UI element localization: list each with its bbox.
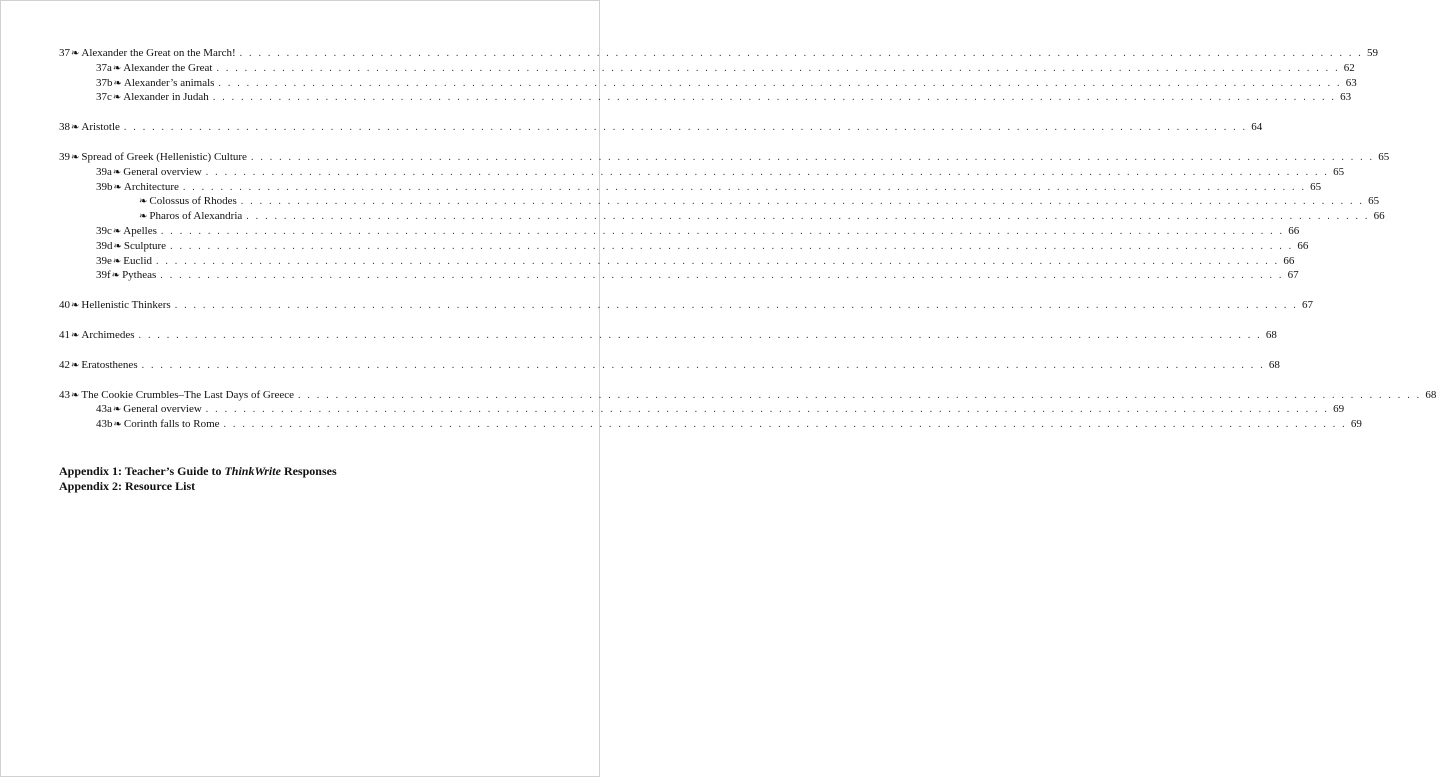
dot-leader: . . . . . . . . . . . . . . . . . . . . . . . . . . . . . . . . . . . . . . . . . . . . . . . . . . . . . . . . . . . . . . . . . . . . . . . . . . . . . . . . . . . . . . . . . . . . . . . . . . . . . . . . . . . . . . . . . . . . . . . . bbox=[174, 300, 1299, 312]
dot-leader: . . . . . . . . . . . . . . . . . . . . . . . . . . . . . . . . . . . . . . . . . . . . . . . . . . . . . . . . . . . . . . . . . . . . . . . . . . . . . . . . . . . . . . . . . . . . . . . . . . . . . . . . . . . . . . . . . . . . . . . . bbox=[218, 77, 1342, 89]
fleuron-icon: ❧ bbox=[71, 300, 80, 312]
toc-entry-title: Euclid bbox=[123, 254, 152, 267]
toc-entry-number: 39a bbox=[96, 165, 112, 178]
toc-entry bbox=[1, 165, 1345, 180]
toc-entry-label bbox=[96, 402, 206, 418]
toc-entry-page: 62 bbox=[1340, 61, 1355, 76]
toc-entry-label bbox=[59, 388, 298, 404]
appendix-1-italic: ThinkWrite bbox=[224, 464, 281, 478]
toc-entry-page: 59 bbox=[1363, 46, 1378, 61]
dot-leader: . . . . . . . . . . . . . . . . . . . . . . . . . . . . . . . . . . . . . . . . . . . . . . . . . . . . . . . . . . . . . . . . . . . . . . . . . . . . . . . . . . . . . . . . . . . . . . . . . . . . . . . . . . . . . . . . . . . . . . . . bbox=[298, 389, 1422, 401]
dot-leader: . . . . . . . . . . . . . . . . . . . . . . . . . . . . . . . . . . . . . . . . . . . . . . . . . . . . . . . . . . . . . . . . . . . . . . . . . . . . . . . . . . . . . . . . . . . . . . . . . . . . . . . . . . . . . . . . . . . . . . . . bbox=[205, 166, 1330, 178]
section-gap bbox=[1, 313, 601, 328]
toc-entry-number: 39f bbox=[96, 269, 111, 282]
toc-entry-label bbox=[59, 298, 175, 314]
fleuron-icon: ❧ bbox=[112, 166, 122, 178]
toc-entry bbox=[1, 254, 1295, 269]
toc-entry-title: Apelles bbox=[123, 224, 157, 237]
toc-entry-number: 43 bbox=[59, 388, 70, 401]
toc-entry-page: 68 bbox=[1421, 388, 1436, 403]
fleuron-icon: ❧ bbox=[139, 196, 148, 208]
dot-leader: . . . . . . . . . . . . . . . . . . . . . . . . . . . . . . . . . . . . . . . . . . . . . . . . . . . . . . . . . . . . . . . . . . . . . . . . . . . . . . . . . . . . . . . . . . . . . . . . . . . . . . . . . . . . . . . . . . . . . . . . bbox=[123, 122, 1248, 134]
toc-entry bbox=[1, 150, 1390, 165]
toc-entry-title: Architecture bbox=[123, 180, 179, 193]
fleuron-icon: ❧ bbox=[71, 48, 80, 59]
dot-leader: . . . . . . . . . . . . . . . . . . . . . . . . . . . . . . . . . . . . . . . . . . . . . . . . . . . . . . . . . . . . . . . . . . . . . . . . . . . . . . . . . . . . . . . . . . . . . . . . . . . . . . . . . . . . . . . . . . . . . . . . bbox=[223, 419, 1347, 431]
toc-entry-title: Pharos of Alexandria bbox=[149, 210, 243, 223]
dot-leader: . . . . . . . . . . . . . . . . . . . . . . . . . . . . . . . . . . . . . . . . . . . . . . . . . . . . . . . . . . . . . . . . . . . . . . . . . . . . . . . . . . . . . . . . . . . . . . . . . . . . . . . . . . . . . . . . . . . . . . . . bbox=[160, 270, 1284, 282]
toc-entry-number: 37c bbox=[96, 91, 112, 104]
toc-entry-page: 65 bbox=[1374, 150, 1389, 165]
toc-entry-title: General overview bbox=[123, 165, 202, 178]
toc-entry-title: Aristotle bbox=[81, 121, 120, 134]
toc-entry bbox=[1, 209, 1385, 224]
toc-entry-label bbox=[96, 90, 213, 106]
toc-entry bbox=[1, 46, 1378, 61]
fleuron-icon: ❧ bbox=[112, 92, 122, 104]
section-gap bbox=[1, 105, 601, 120]
toc-entry bbox=[1, 194, 1380, 209]
fleuron-icon: ❧ bbox=[71, 329, 80, 341]
toc-entry-label bbox=[59, 120, 124, 136]
toc-entry-title: Archimedes bbox=[81, 328, 135, 341]
dot-leader: . . . . . . . . . . . . . . . . . . . . . . . . . . . . . . . . . . . . . . . . . . . . . . . . . . . . . . . . . . . . . . . . . . . . . . . . . . . . . . . . . . . . . . . . . . . . . . . . . . . . . . . . . . . . . . . . . . . . . . . . bbox=[141, 359, 1265, 371]
dot-leader: . . . . . . . . . . . . . . . . . . . . . . . . . . . . . . . . . . . . . . . . . . . . . . . . . . . . . . . . . . . . . . . . . . . . . . . . . . . . . . . . . . . . . . . . . . . . . . . . . . . . . . . . . . . . . . . . . . . . . . . . bbox=[246, 211, 1370, 223]
toc-entry-title: Colossus of Rhodes bbox=[149, 195, 237, 208]
toc-entry bbox=[1, 76, 1357, 91]
dot-leader: . . . . . . . . . . . . . . . . . . . . . . . . . . . . . . . . . . . . . . . . . . . . . . . . . . . . . . . . . . . . . . . . . . . . . . . . . . . . . . . . . . . . . . . . . . . . . . . . . . . . . . . . . . . . . . . . . . . . . . . . bbox=[160, 225, 1285, 237]
toc-entry-page: 66 bbox=[1284, 224, 1299, 239]
toc-entry-label bbox=[96, 239, 170, 255]
appendix-2: Appendix 2: Resource List bbox=[59, 479, 196, 493]
fleuron-icon: ❧ bbox=[71, 122, 80, 134]
table-of-contents bbox=[1, 46, 1436, 432]
section-gap bbox=[1, 373, 601, 388]
fleuron-icon: ❧ bbox=[71, 359, 80, 371]
toc-entry-title: The Cookie Crumbles–The Last Days of Greece bbox=[81, 388, 294, 401]
toc-entry bbox=[1, 402, 1345, 417]
toc-entry-label bbox=[138, 209, 246, 225]
toc-entry-page: 64 bbox=[1247, 120, 1262, 135]
toc-entry-page: 68 bbox=[1265, 358, 1280, 373]
toc-entry-number: 42 bbox=[59, 358, 70, 371]
toc-entry-title: Corinth falls to Rome bbox=[123, 418, 220, 431]
toc-entry-title: Alexander the Great on the March! bbox=[81, 47, 236, 59]
fleuron-icon: ❧ bbox=[112, 255, 122, 267]
toc-entry-label bbox=[138, 194, 241, 210]
toc-entry-number: 43b bbox=[96, 418, 113, 431]
toc-entry-number: 39c bbox=[96, 224, 112, 237]
fleuron-icon: ❧ bbox=[113, 181, 122, 193]
section-gap bbox=[1, 135, 601, 150]
toc-entry bbox=[1, 298, 1314, 313]
toc-entry-title: General overview bbox=[123, 403, 202, 416]
toc-entry-title: Alexander the Great bbox=[123, 61, 213, 74]
fleuron-icon: ❧ bbox=[113, 419, 122, 431]
toc-entry-label bbox=[96, 76, 218, 92]
fleuron-icon: ❧ bbox=[71, 151, 80, 163]
toc-entry-page: 66 bbox=[1370, 209, 1385, 224]
appendix-1-suffix: Responses bbox=[280, 464, 337, 478]
toc-entry-number: 43a bbox=[96, 403, 112, 416]
toc-entry-title: Alexander’s animals bbox=[123, 76, 215, 89]
fleuron-icon: ❧ bbox=[71, 389, 80, 401]
section-gap bbox=[1, 343, 601, 358]
toc-entry-title: Eratosthenes bbox=[81, 358, 138, 371]
toc-entry-title: Alexander in Judah bbox=[123, 91, 209, 104]
toc-entry bbox=[1, 417, 1362, 432]
toc-entry-title: Spread of Greek (Hellenistic) Culture bbox=[81, 150, 247, 163]
toc-entry bbox=[1, 388, 1436, 403]
toc-entry-page: 65 bbox=[1364, 194, 1379, 209]
toc-entry-title: Sculpture bbox=[123, 239, 167, 252]
appendix-1-prefix: Appendix 1: Teacher’s Guide to bbox=[59, 464, 225, 478]
toc-entry-number: 37a bbox=[96, 61, 112, 74]
fleuron-icon: ❧ bbox=[139, 211, 148, 223]
fleuron-icon: ❧ bbox=[112, 404, 122, 416]
dot-leader: . . . . . . . . . . . . . . . . . . . . . . . . . . . . . . . . . . . . . . . . . . . . . . . . . . . . . . . . . . . . . . . . . . . . . . . . . . . . . . . . . . . . . . . . . . . . . . . . . . . . . . . . . . . . . . . . . . . . . . . . bbox=[239, 48, 1363, 59]
toc-entry bbox=[1, 268, 1299, 283]
dot-leader: . . . . . . . . . . . . . . . . . . . . . . . . . . . . . . . . . . . . . . . . . . . . . . . . . . . . . . . . . . . . . . . . . . . . . . . . . . . . . . . . . . . . . . . . . . . . . . . . . . . . . . . . . . . . . . . . . . . . . . . . bbox=[156, 255, 1280, 267]
toc-entry-number: 41 bbox=[59, 328, 70, 341]
toc-entry-page: 63 bbox=[1342, 76, 1357, 91]
document-page bbox=[1, 1, 1436, 778]
section-gap bbox=[1, 283, 601, 298]
toc-entry-label bbox=[96, 254, 156, 270]
toc-entry-label bbox=[96, 224, 161, 240]
toc-entry-number: 37b bbox=[96, 76, 113, 89]
appendix-list bbox=[59, 464, 337, 494]
toc-entry-title: Pytheas bbox=[122, 269, 157, 282]
toc-entry-number: 37 bbox=[59, 47, 70, 59]
dot-leader: . . . . . . . . . . . . . . . . . . . . . . . . . . . . . . . . . . . . . . . . . . . . . . . . . . . . . . . . . . . . . . . . . . . . . . . . . . . . . . . . . . . . . . . . . . . . . . . . . . . . . . . . . . . . . . . . . . . . . . . . bbox=[240, 196, 1365, 208]
toc-entry-label bbox=[96, 61, 216, 77]
fleuron-icon: ❧ bbox=[112, 62, 122, 74]
toc-entry-label bbox=[96, 165, 206, 181]
dot-leader: . . . . . . . . . . . . . . . . . . . . . . . . . . . . . . . . . . . . . . . . . . . . . . . . . . . . . . . . . . . . . . . . . . . . . . . . . . . . . . . . . . . . . . . . . . . . . . . . . . . . . . . . . . . . . . . . . . . . . . . . bbox=[250, 151, 1375, 163]
toc-entry bbox=[1, 328, 1277, 343]
appendix-1 bbox=[59, 464, 337, 479]
toc-entry-label bbox=[96, 268, 160, 284]
fleuron-icon: ❧ bbox=[111, 270, 121, 282]
dot-leader: . . . . . . . . . . . . . . . . . . . . . . . . . . . . . . . . . . . . . . . . . . . . . . . . . . . . . . . . . . . . . . . . . . . . . . . . . . . . . . . . . . . . . . . . . . . . . . . . . . . . . . . . . . . . . . . . . . . . . . . . bbox=[212, 92, 1337, 104]
toc-entry bbox=[1, 224, 1300, 239]
toc-entry-page: 68 bbox=[1262, 328, 1277, 343]
toc-entry-label bbox=[59, 358, 142, 374]
toc-entry-page: 67 bbox=[1298, 298, 1313, 313]
toc-entry-number: 38 bbox=[59, 121, 70, 134]
toc-entry-label bbox=[59, 46, 240, 62]
toc-entry-number: 40 bbox=[59, 299, 70, 312]
toc-entry-title: Hellenistic Thinkers bbox=[81, 299, 171, 312]
dot-leader: . . . . . . . . . . . . . . . . . . . . . . . . . . . . . . . . . . . . . . . . . . . . . . . . . . . . . . . . . . . . . . . . . . . . . . . . . . . . . . . . . . . . . . . . . . . . . . . . . . . . . . . . . . . . . . . . . . . . . . . . bbox=[182, 181, 1307, 193]
toc-entry-label bbox=[96, 180, 183, 196]
toc-entry-number: 39b bbox=[96, 180, 113, 193]
toc-entry-number: 39 bbox=[59, 150, 70, 163]
toc-entry bbox=[1, 180, 1322, 195]
toc-entry-page: 67 bbox=[1284, 268, 1299, 283]
toc-entry-label bbox=[59, 150, 251, 166]
dot-leader: . . . . . . . . . . . . . . . . . . . . . . . . . . . . . . . . . . . . . . . . . . . . . . . . . . . . . . . . . . . . . . . . . . . . . . . . . . . . . . . . . . . . . . . . . . . . . . . . . . . . . . . . . . . . . . . . . . . . . . . . bbox=[170, 240, 1294, 252]
toc-entry-page: 65 bbox=[1306, 180, 1321, 195]
toc-entry-label bbox=[59, 328, 139, 344]
dot-leader: . . . . . . . . . . . . . . . . . . . . . . . . . . . . . . . . . . . . . . . . . . . . . . . . . . . . . . . . . . . . . . . . . . . . . . . . . . . . . . . . . . . . . . . . . . . . . . . . . . . . . . . . . . . . . . . . . . . . . . . . bbox=[205, 404, 1330, 416]
fleuron-icon: ❧ bbox=[112, 225, 122, 237]
toc-entry-page: 66 bbox=[1279, 254, 1294, 269]
toc-entry bbox=[1, 358, 1280, 373]
toc-entry-page: 63 bbox=[1336, 90, 1351, 105]
toc-entry-label bbox=[96, 417, 224, 433]
fleuron-icon: ❧ bbox=[113, 240, 122, 252]
toc-entry bbox=[1, 61, 1355, 76]
toc-entry-page: 69 bbox=[1329, 402, 1344, 417]
dot-leader: . . . . . . . . . . . . . . . . . . . . . . . . . . . . . . . . . . . . . . . . . . . . . . . . . . . . . . . . . . . . . . . . . . . . . . . . . . . . . . . . . . . . . . . . . . . . . . . . . . . . . . . . . . . . . . . . . . . . . . . . bbox=[138, 329, 1262, 341]
toc-entry-page: 65 bbox=[1329, 165, 1344, 180]
fleuron-icon: ❧ bbox=[113, 77, 122, 89]
toc-entry bbox=[1, 239, 1309, 254]
toc-entry-number: 39d bbox=[96, 239, 113, 252]
toc-entry-page: 69 bbox=[1347, 417, 1362, 432]
toc-entry-number: 39e bbox=[96, 254, 112, 267]
dot-leader: . . . . . . . . . . . . . . . . . . . . . . . . . . . . . . . . . . . . . . . . . . . . . . . . . . . . . . . . . . . . . . . . . . . . . . . . . . . . . . . . . . . . . . . . . . . . . . . . . . . . . . . . . . . . . . . . . . . . . . . . bbox=[216, 62, 1340, 74]
toc-entry bbox=[1, 90, 1352, 105]
toc-entry bbox=[1, 120, 1263, 135]
toc-entry-page: 66 bbox=[1293, 239, 1308, 254]
